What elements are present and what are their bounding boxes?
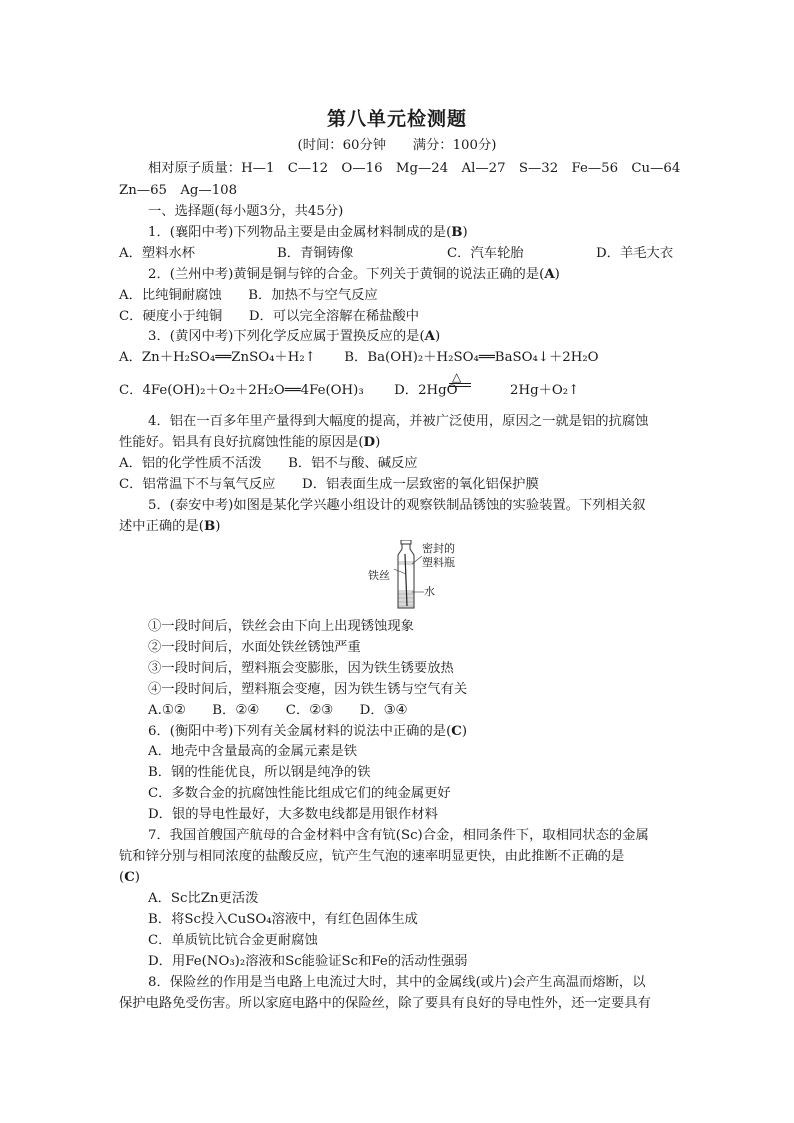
heat-delta-icon: △ bbox=[452, 370, 462, 384]
heat-condition-symbol bbox=[449, 371, 471, 385]
statement-4: ④一段时间后，塑料瓶会变瘪，因为铁生锈与空气有关 bbox=[148, 682, 468, 697]
question-6-stem bbox=[148, 723, 467, 741]
paren-close: ) bbox=[435, 329, 441, 344]
question-6-stem-text: 6．(衡阳中考)下列有关金属材料的说法中正确的是( bbox=[148, 724, 452, 739]
paren-close: ) bbox=[375, 435, 381, 450]
question-4-stem-text: 性能好。铝具有良好抗腐蚀性能的原因是( bbox=[119, 435, 364, 450]
question-8-stem-2: 保护电路免受伤害。所以家庭电路中的保险丝，除了要具有良好的导电性外，还一定要具有 bbox=[119, 996, 651, 1011]
question-5-stem-1: 5．(泰安中考)如图是某化学兴趣小组设计的观察铁制品锈蚀的实验装置。下列相关叙 bbox=[148, 498, 646, 513]
paren-close: ) bbox=[554, 267, 560, 282]
option-b: B．青铜铸像 bbox=[277, 246, 354, 261]
option-c: C．汽车轮胎 bbox=[447, 246, 524, 261]
option-d-left: D．2HgO bbox=[394, 383, 458, 398]
paren-close: ) bbox=[462, 225, 468, 240]
page-title: 第八单元检测题 bbox=[326, 108, 467, 130]
question-2-answer: A bbox=[544, 267, 555, 282]
question-7-option-d: D．用Fe(NO₃)₂溶液和Sc能验证Sc和Fe的活动性强弱 bbox=[148, 954, 468, 969]
statement-1: ①一段时间后，铁丝会由下向上出现锈蚀现象 bbox=[148, 619, 414, 634]
option-d: D．羊毛大衣 bbox=[596, 246, 674, 261]
question-7-answer: C bbox=[124, 870, 135, 885]
question-4-option-row-2: C．铝常温下不与氧气反应 D．铝表面生成一层致密的氧化铝保护膜 bbox=[119, 477, 539, 492]
paren-close: ) bbox=[215, 519, 221, 534]
section-heading: 一、选择题(每小题3分，共45分) bbox=[148, 204, 344, 219]
statement-3: ③一段时间后，塑料瓶会变膨胀，因为铁生锈要放热 bbox=[148, 661, 454, 676]
question-7-option-b: B．将Sc投入CuSO₄溶液中，有红色固体生成 bbox=[148, 912, 418, 927]
option-c: C．4Fe(OH)₂＋O₂＋2H₂O══4Fe(OH)₃ bbox=[119, 383, 364, 398]
question-3-option-row-1 bbox=[119, 349, 599, 367]
atomic-mass-cont: Zn—65 Ag—108 bbox=[119, 183, 238, 198]
rust-experiment-figure bbox=[364, 540, 476, 612]
atomic-mass-line: 相对原子质量：H—1 C—12 O—16 Mg—24 Al—27 S—32 Fe—56 Cu—64 bbox=[148, 161, 681, 176]
question-3-option-row-2 bbox=[119, 382, 579, 400]
question-4-answer: D bbox=[363, 435, 376, 450]
question-4-option-row-1: A．铝的化学性质不活泼 B．铝不与酸、碱反应 bbox=[119, 456, 418, 471]
statement-2: ②一段时间后，水面处铁丝锈蚀严重 bbox=[148, 640, 361, 655]
question-6-option-a: A．地壳中含量最高的金属元素是铁 bbox=[148, 744, 358, 759]
label-iron-wire: 铁丝 bbox=[368, 569, 390, 582]
question-5-answer: B bbox=[203, 519, 216, 534]
question-5-stem-2 bbox=[119, 518, 220, 536]
question-7-answer-line bbox=[119, 869, 140, 887]
question-8-stem-1: 8．保险丝的作用是当电路上电流过大时，其中的金属线(或片)会产生高温而熔断，以 bbox=[148, 975, 646, 990]
question-6-answer: C bbox=[451, 724, 462, 739]
time-line: (时间：60分钟 满分：100分) bbox=[297, 138, 497, 153]
label-plastic-bottle: 塑料瓶 bbox=[422, 556, 455, 569]
question-6-option-c: C．多数合金的抗腐蚀性能比组成它们的纯金属更好 bbox=[148, 786, 451, 801]
question-7-stem-1: 7．我国首艘国产航母的合金材料中含有钪(Sc)合金，相同条件下，取相同状态的金属 bbox=[148, 828, 649, 843]
question-2-option-row-1: A．比纯铜耐腐蚀 B．加热不与空气反应 bbox=[119, 288, 378, 303]
question-4-stem-2 bbox=[119, 434, 380, 452]
question-1-stem bbox=[148, 224, 468, 242]
paren-open: ( bbox=[119, 870, 125, 885]
question-7-option-a: A．Sc比Zn更活泼 bbox=[148, 891, 259, 906]
wire-leader-line bbox=[394, 569, 406, 574]
question-5-stem-text: 述中正确的是( bbox=[119, 519, 204, 534]
question-3-stem-text: 3．(黄冈中考)下列化学反应属于置换反应的是( bbox=[148, 329, 425, 344]
question-7-option-c: C．单质钪比钪合金更耐腐蚀 bbox=[148, 933, 318, 948]
question-6-option-d: D．银的导电性最好，大多数电线都是用银作材料 bbox=[148, 807, 438, 822]
bottle-ribs bbox=[398, 562, 414, 564]
question-4-stem-1: 4．铝在一百多年里产量得到大幅度的提高，并被广泛使用，原因之一就是铝的抗腐蚀 bbox=[148, 414, 649, 429]
label-sealed: 密封的 bbox=[422, 542, 455, 555]
question-2-stem bbox=[148, 266, 560, 284]
question-2-option-row-2: C．硬度小于纯铜 D．可以完全溶解在稀盐酸中 bbox=[119, 309, 420, 324]
question-1-answer: B bbox=[451, 225, 463, 240]
option-a: A．塑料水杯 bbox=[119, 246, 196, 261]
bottle-cap bbox=[401, 540, 411, 544]
question-1-stem-text: 1．(襄阳中考)下列物品主要是由金属材料制成的是( bbox=[148, 225, 452, 240]
question-5-options: A.①② B．②④ C．②③ D．③④ bbox=[148, 703, 408, 718]
question-2-stem-text: 2．(兰州中考)黄铜是铜与锌的合金。下列关于黄铜的说法正确的是( bbox=[148, 267, 545, 282]
option-a: A．Zn＋H₂SO₄══ZnSO₄＋H₂↑ bbox=[119, 350, 316, 365]
paren-close: ) bbox=[134, 870, 140, 885]
question-6-option-b: B．钢的性能优良，所以钢是纯净的铁 bbox=[148, 765, 371, 780]
paren-close: ) bbox=[461, 724, 468, 739]
question-3-answer: A bbox=[424, 329, 435, 344]
option-d-right: 2Hg＋O₂↑ bbox=[510, 383, 580, 398]
option-b: B．Ba(OH)₂＋H₂SO₄══BaSO₄↓＋2H₂O bbox=[344, 350, 599, 365]
label-water: 水 bbox=[424, 585, 435, 598]
question-7-stem-2: 钪和锌分别与相同浓度的盐酸反应，钪产生气泡的速率明显更快，由此推断不正确的是 bbox=[119, 849, 625, 864]
question-3-stem bbox=[148, 328, 440, 346]
